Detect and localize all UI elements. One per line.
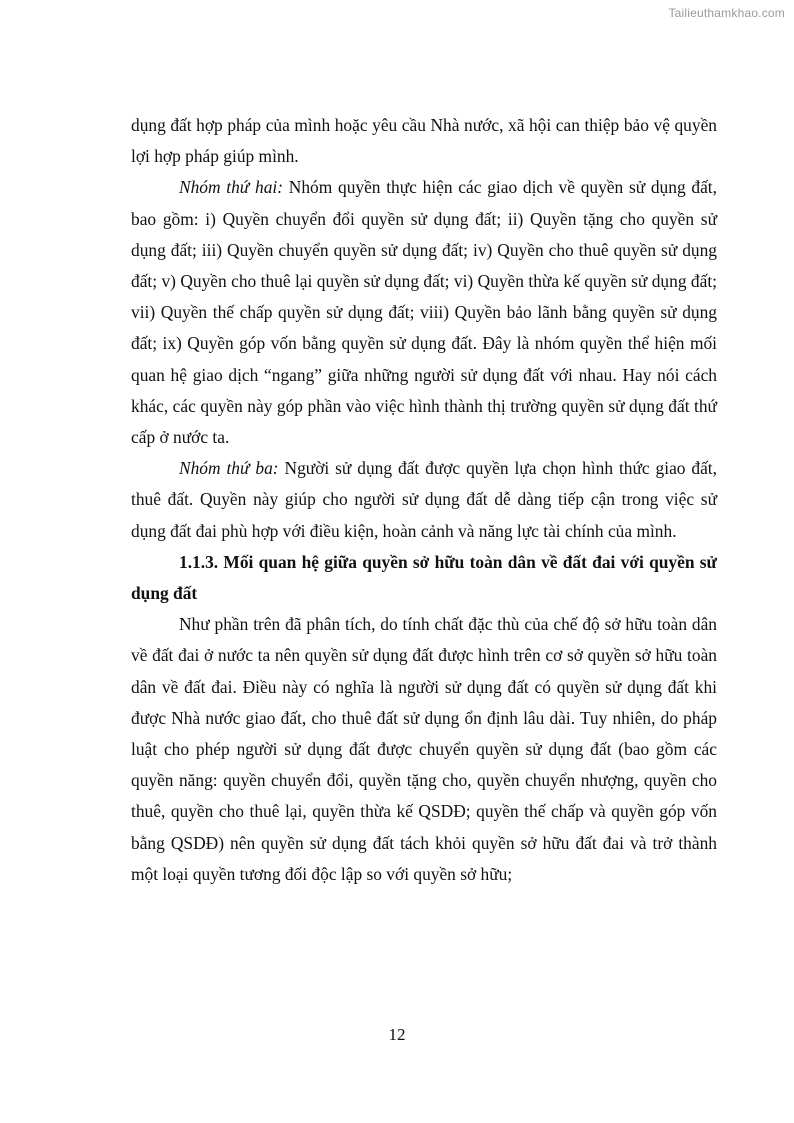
paragraph-body: Như phần trên đã phân tích, do tính chất đặc thù của chế độ sở hữu toàn dân về đất đai ở nước ta nên quyền sử dụng đất được hình trên cơ sở quyền sở hữu toàn dân về đất đai. Điều này có nghĩa là người sử dụng đất có quyền sử dụng đất khi được Nhà nước giao đất, cho thuê đất sử dụng ổn định lâu dài. Tuy nhiên, do pháp luật cho phép người sử dụng đất được chuyển quyền sử dụng đất (bao gồm các quyền năng: quyền chuyển đổi, quyền tặng cho, quyền chuyển nhượng, quyền cho thuê, quyền cho thuê lại, quyền thừa kế QSDĐ; quyền thế chấp và quyền góp vốn bằng QSDĐ) nên quyền sử dụng đất tách khỏi quyền sở hữu đất đai và trở thành một loại quyền tương đối độc lập so với quyền sở hữu; xyxy=(131,614,717,884)
watermark-text: Tailieuthamkhao.com xyxy=(668,6,785,20)
paragraph-group-three xyxy=(131,453,717,547)
page-number: 12 xyxy=(388,1025,406,1044)
paragraph-text: Người sử dụng đất được quyền lựa chọn hình thức giao đất, thuê đất. Quyền này giúp cho người sử dụng đất dễ dàng tiếp cận trong việc sử dụng đất đai phù hợp với điều kiện, hoàn cảnh và năng lực tài chính của mình. xyxy=(131,458,717,541)
paragraph-text: dụng đất hợp pháp của mình hoặc yêu cầu Nhà nước, xã hội can thiệp bảo vệ quyền lợi hợp pháp giúp mình. xyxy=(131,115,717,167)
section-heading: 1.1.3. Mối quan hệ giữa quyền sở hữu toàn dân về đất đai với quyền sử dụng đất xyxy=(131,551,717,604)
paragraph-continuation xyxy=(131,110,717,172)
paragraph-lead-italic: Nhóm thứ hai: xyxy=(179,177,284,198)
paragraph-group-two xyxy=(131,172,717,453)
paragraph-text: Nhóm quyền thực hiện các giao dịch về quyền sử dụng đất, bao gồm: i) Quyền chuyển đổi quyền sử dụng đất; ii) Quyền tặng cho quyền sử dụng đất; iii) Quyền chuyển quyền sử dụng đất; iv) Quyền cho thuê quyền sử dụng đất; v) Quyền cho thuê lại quyền sử dụng đất; vi) Quyền thừa kế quyền sử dụng đất; vii) Quyền thế chấp quyền sử dụng đất; viii) Quyền bảo lãnh bằng quyền sử dụng đất; ix) Quyền góp vốn bằng quyền sử dụng đất. Đây là nhóm quyền thể hiện mối quan hệ giao dịch “ngang” giữa những người sử dụng đất với nhau. Hay nói cách khác, các quyền này góp phần vào việc hình thành thị trường quyền sử dụng đất thứ cấp ở nước ta. xyxy=(131,177,717,448)
document-body xyxy=(131,110,717,890)
paragraph-lead-italic: Nhóm thứ ba: xyxy=(179,458,279,479)
